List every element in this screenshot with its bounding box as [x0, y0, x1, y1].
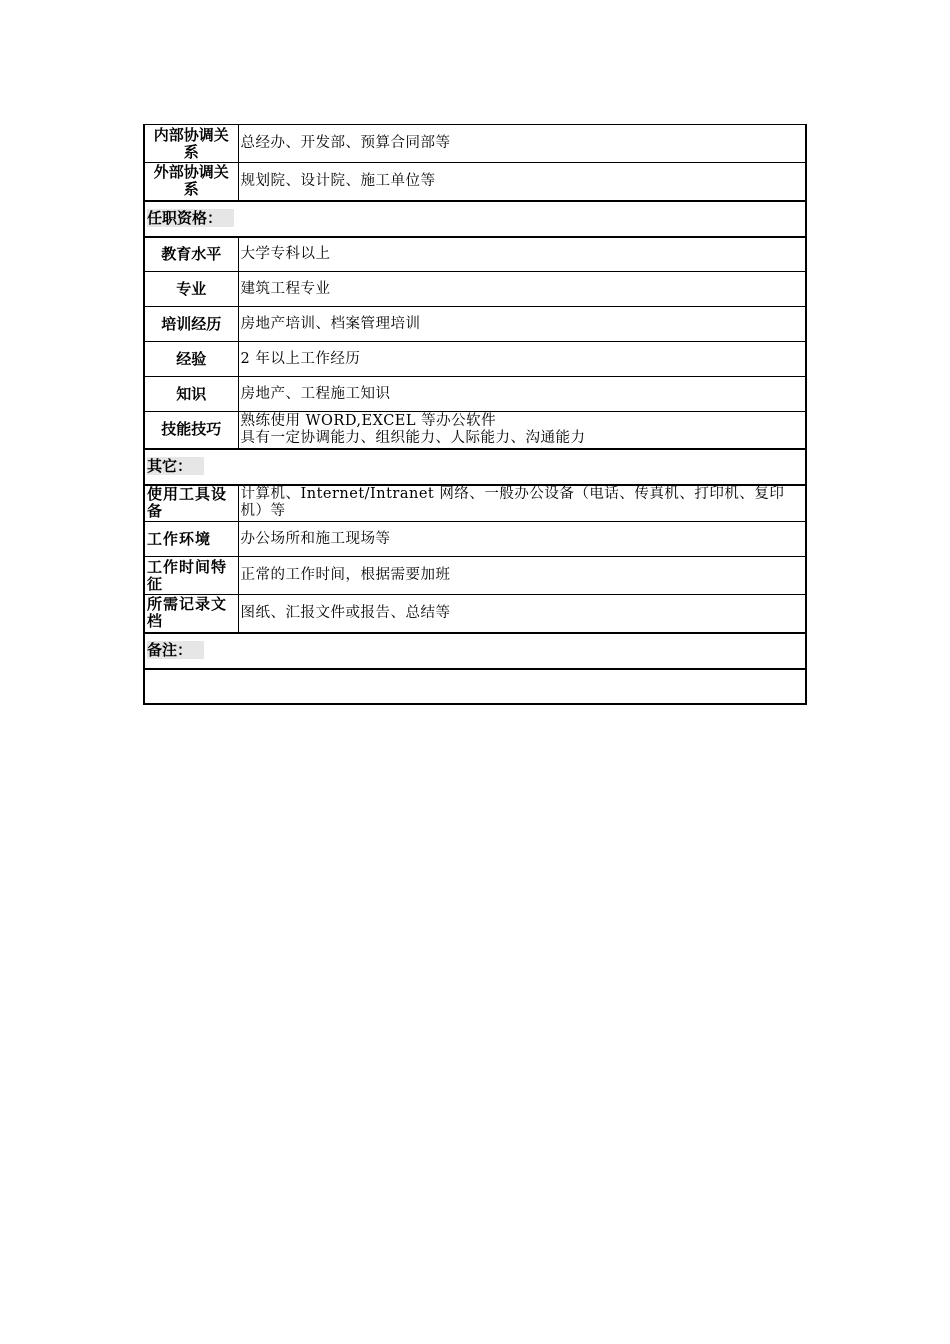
row-value: 规划院、设计院、施工单位等	[238, 163, 806, 201]
row-label: 经验	[144, 342, 238, 377]
table-row	[144, 522, 806, 557]
section-header-qualification	[144, 201, 806, 237]
row-value-line: 熟练使用 WORD,EXCEL 等办公软件	[240, 412, 497, 429]
row-value	[238, 412, 806, 449]
row-label: 工作环境	[144, 522, 238, 557]
job-description-table	[143, 124, 807, 705]
row-value: 图纸、汇报文件或报告、总结等	[238, 595, 806, 633]
row-value: 正常的工作时间，根据需要加班	[238, 557, 806, 595]
section-title: 任职资格：	[147, 209, 234, 227]
row-value: 房地产、工程施工知识	[238, 377, 806, 412]
row-value: 建筑工程专业	[238, 272, 806, 307]
table-row	[144, 272, 806, 307]
section-title: 其它：	[147, 457, 204, 475]
row-label: 专业	[144, 272, 238, 307]
table-row	[144, 342, 806, 377]
row-value-line: 具有一定协调能力、组织能力、人际能力、沟通能力	[240, 429, 586, 446]
row-label: 使用工具设备	[144, 485, 238, 522]
table-row	[144, 163, 806, 201]
remarks-value	[144, 669, 806, 704]
section-header-other	[144, 449, 806, 485]
row-label: 教育水平	[144, 237, 238, 272]
section-title: 备注：	[147, 641, 204, 659]
row-label: 外部协调关系	[144, 163, 238, 201]
remarks-row	[144, 669, 806, 704]
table-row	[144, 125, 806, 163]
row-value: 房地产培训、档案管理培训	[238, 307, 806, 342]
table-row	[144, 412, 806, 449]
row-label: 技能技巧	[144, 412, 238, 449]
row-value: 总经办、开发部、预算合同部等	[238, 125, 806, 163]
table-row	[144, 595, 806, 633]
row-label: 所需记录文档	[144, 595, 238, 633]
row-label: 内部协调关系	[144, 125, 238, 163]
table-row	[144, 237, 806, 272]
row-value: 办公场所和施工现场等	[238, 522, 806, 557]
table-row	[144, 485, 806, 522]
row-value: 计算机、Internet/Intranet 网络、一般办公设备（电话、传真机、打印机、复印机）等	[238, 485, 806, 522]
table-row	[144, 307, 806, 342]
row-value: 大学专科以上	[238, 237, 806, 272]
row-label: 工作时间特征	[144, 557, 238, 595]
row-label: 知识	[144, 377, 238, 412]
section-header-remarks	[144, 633, 806, 669]
row-value: 2 年以上工作经历	[238, 342, 806, 377]
table-row	[144, 377, 806, 412]
row-label: 培训经历	[144, 307, 238, 342]
table-row	[144, 557, 806, 595]
